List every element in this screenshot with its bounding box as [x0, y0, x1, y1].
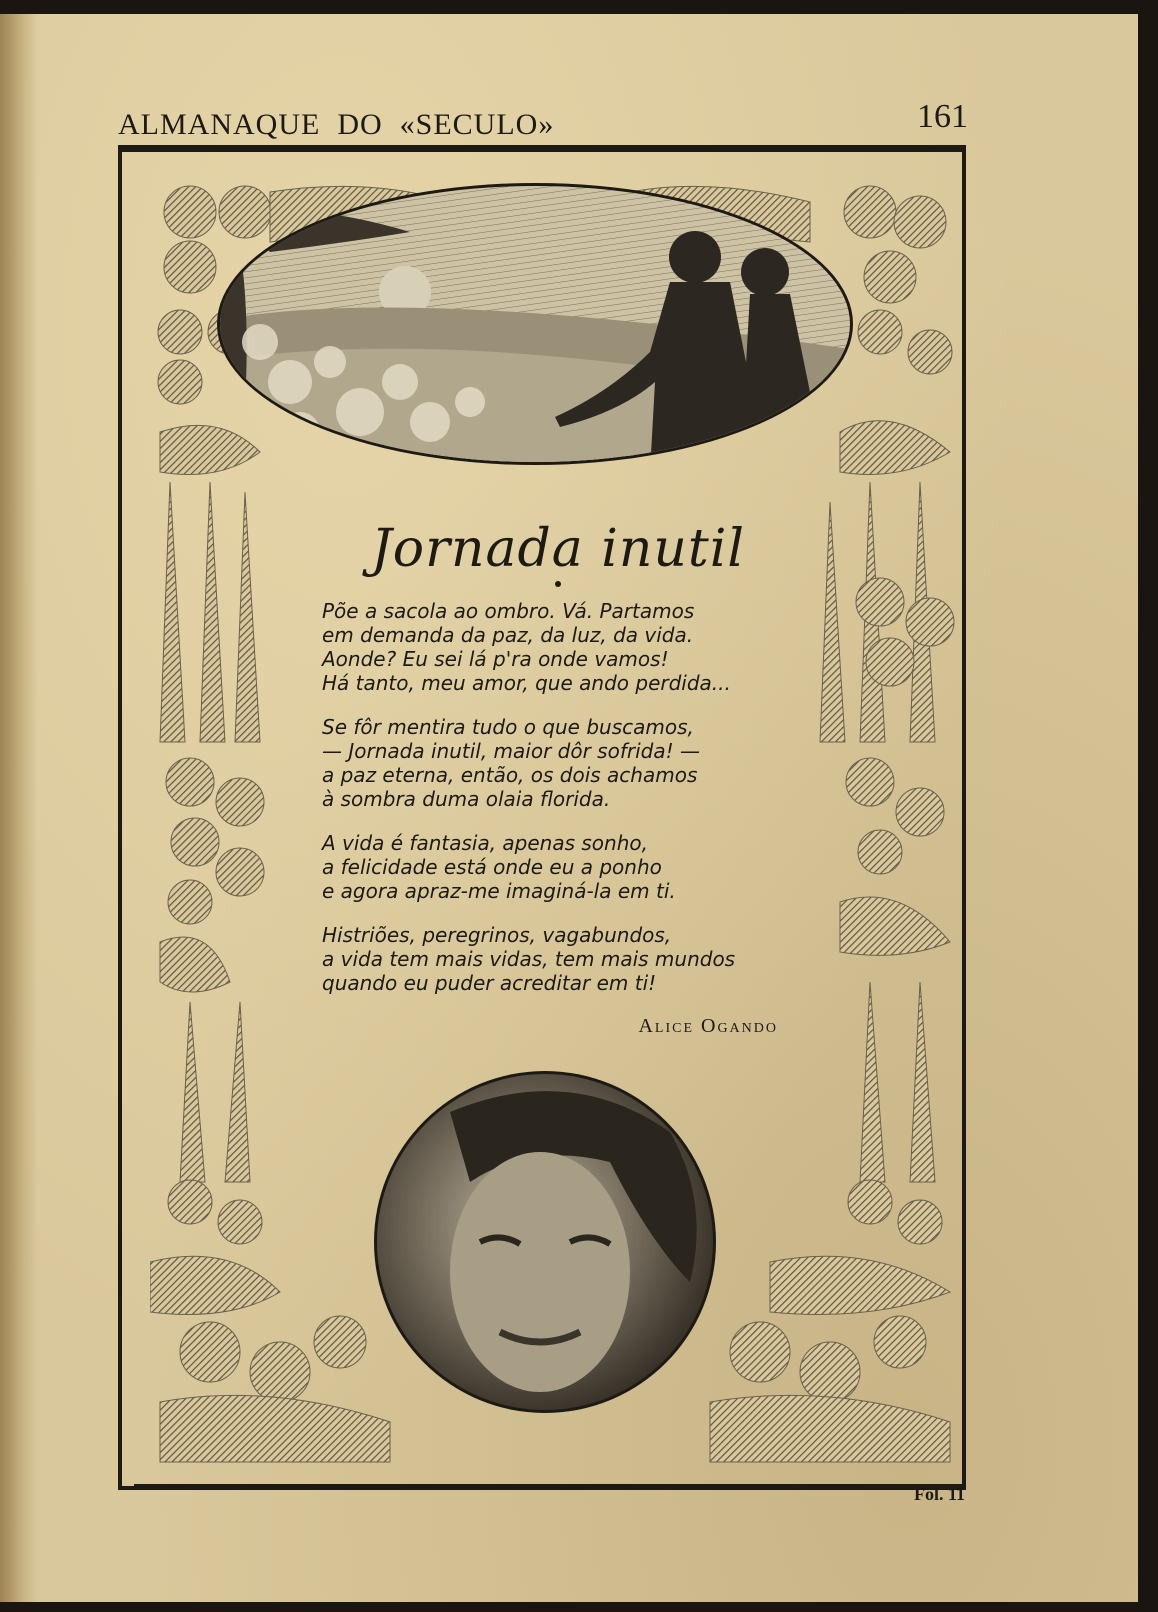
woman-portrait — [370, 1067, 720, 1417]
poem-line: Há tanto, meu amor, que ando perdida... — [322, 671, 731, 695]
poem-line: Põe a sacola ao ombro. Vá. Partamos — [322, 599, 695, 623]
poem-line: Aonde? Eu sei lá p'ra onde vamos! — [322, 647, 669, 671]
stanza-2 — [322, 715, 818, 811]
stanza-3 — [322, 831, 818, 903]
almanac-page — [0, 14, 1138, 1602]
poem-title: Jornada inutil — [370, 519, 746, 579]
running-head-title: ALMANAQUE DO «SECULO» — [118, 108, 555, 141]
poem-line: a felicidade está onde eu a ponho — [322, 855, 662, 879]
poem-line: a paz eterna, então, os dois achamos — [322, 763, 698, 787]
poem-line: em demanda da paz, da luz, da vida. — [322, 623, 694, 647]
poem-line: — Jornada inutil, maior dôr sofrida! — — [322, 739, 700, 763]
poem-line: Se fôr mentira tudo o que buscamos, — [322, 715, 694, 739]
frame-bottom-rule — [134, 1484, 964, 1487]
stanza-4 — [322, 923, 818, 995]
poem-line: quando eu puder acreditar em ti! — [322, 971, 657, 995]
poem-line: e agora apraz-me imaginá-la em ti. — [322, 879, 676, 903]
poem-author: Alice Ogando — [638, 1015, 778, 1037]
book-spine-shadow — [0, 14, 38, 1602]
poem-line: a vida tem mais vidas, tem mais mundos — [322, 947, 736, 971]
poem-line: à sombra duma olaia florida. — [322, 787, 611, 811]
folio-mark: Fol. 11 — [914, 1484, 966, 1504]
poem-line: A vida é fantasia, apenas sonho, — [322, 831, 648, 855]
running-head — [118, 90, 968, 140]
poem-line: Histriões, peregrinos, vagabundos, — [322, 923, 672, 947]
title-ornament-dot — [555, 581, 561, 587]
poem — [298, 519, 818, 1038]
page-number: 161 — [917, 98, 968, 135]
stanza-1 — [322, 599, 818, 695]
